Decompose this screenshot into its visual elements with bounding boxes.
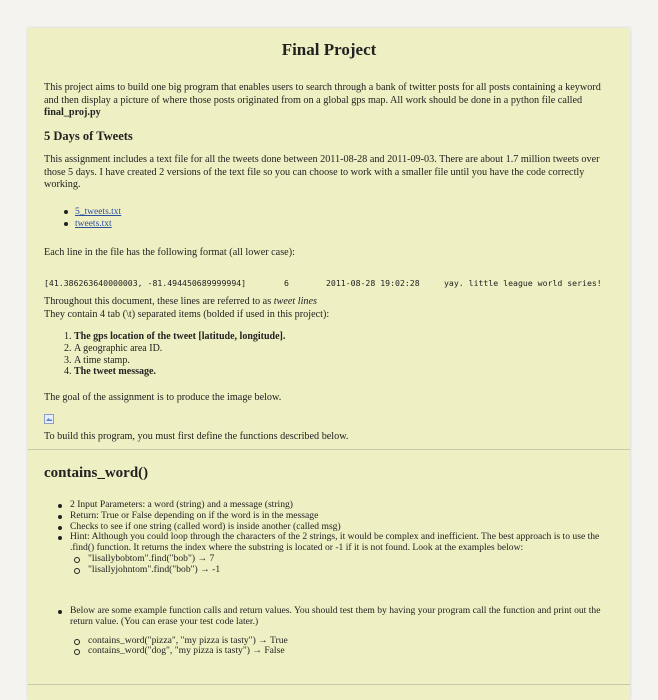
list-item: 3. A time stamp. <box>74 355 285 367</box>
list-item: Below are some example function calls and return values. You should test them by having your program call the function and print out the return value. (You can erase your test code later.) <box>58 606 614 628</box>
list-item: Checks to see if one string (called word) is inside another (called msg) <box>58 522 614 533</box>
sample-gps: [41.386263640000003, -81.494450689999994] <box>44 278 247 288</box>
sample-area: 6 <box>284 278 289 288</box>
section-heading-5-days: 5 Days of Tweets <box>44 129 133 143</box>
list-item: 4. The tweet message. <box>74 366 285 378</box>
list-item: contains_word("pizza", "my pizza is tasty") → True <box>58 636 614 647</box>
list-item <box>64 218 121 230</box>
list-item: contains_word("dog", "my pizza is tasty") → False <box>58 646 614 657</box>
section-heading-contains-word: contains_word() <box>44 465 149 481</box>
goal-text: The goal of the assignment is to produce the image below. <box>44 392 282 403</box>
list-item: 2. A geographic area ID. <box>74 343 285 355</box>
format-intro: Each line in the file has the following format (all lower case): <box>44 247 295 258</box>
broken-image-icon <box>44 414 54 424</box>
item-list <box>58 331 285 378</box>
throughout-paragraph: Throughout this document, these lines are referred to as tweet lines They contain 4 tab (\t) separated items (bolded if used in this project): <box>44 296 330 320</box>
list-item: "lisallybobtom".find("bob") → 7 <box>58 554 614 565</box>
sample-time: 2011-08-28 19:02:28 <box>326 278 420 288</box>
list-item: Return: True or False depending on if the word is in the message <box>58 511 614 522</box>
section1-paragraph: This assignment includes a text file for all the tweets done between 2011-08-28 and 2011-09-03. There are about 1.7 million tweets over those 5 days. I have created 2 versions of the text file so you can choose to work with a smaller file until you have the code correctly working. <box>44 154 600 191</box>
list-item: 2 Input Parameters: a word (string) and a message (string) <box>58 500 614 511</box>
list-item: "lisallyjohntom".find("bob") → -1 <box>58 565 614 576</box>
document-page <box>28 28 630 700</box>
build-text: To build this program, you must first define the functions described below. <box>44 431 349 442</box>
link-tweets[interactable]: tweets.txt <box>75 219 112 229</box>
divider <box>28 684 630 685</box>
intro-filename: final_proj.py <box>44 107 101 119</box>
list-item: 1. The gps location of the tweet [latitude, longitude]. <box>74 331 285 343</box>
divider <box>28 449 630 450</box>
intro-paragraph: This project aims to build one big program that enables users to search through a bank of twitter posts for all posts containing a keyword and then display a picture of where those posts originated from on a global gps map. All work should be done in a python file called final_proj.py <box>44 82 601 119</box>
file-link-list <box>64 206 121 230</box>
list-item: Hint: Although you could loop through the characters of the 2 strings, it would be complex and inefficient. The best approach is to use the .find() function. It returns the index where the substring is located or -1 if it is not found. Look at the examples below: <box>58 532 614 554</box>
sample-message: yay. little league world series! <box>444 278 602 288</box>
link-5-tweets[interactable]: 5_tweets.txt <box>75 207 122 217</box>
page-title: Final Project <box>281 40 377 59</box>
example-calls-bullets <box>58 606 614 657</box>
list-item <box>64 206 121 218</box>
contains-word-bullets <box>58 500 614 576</box>
